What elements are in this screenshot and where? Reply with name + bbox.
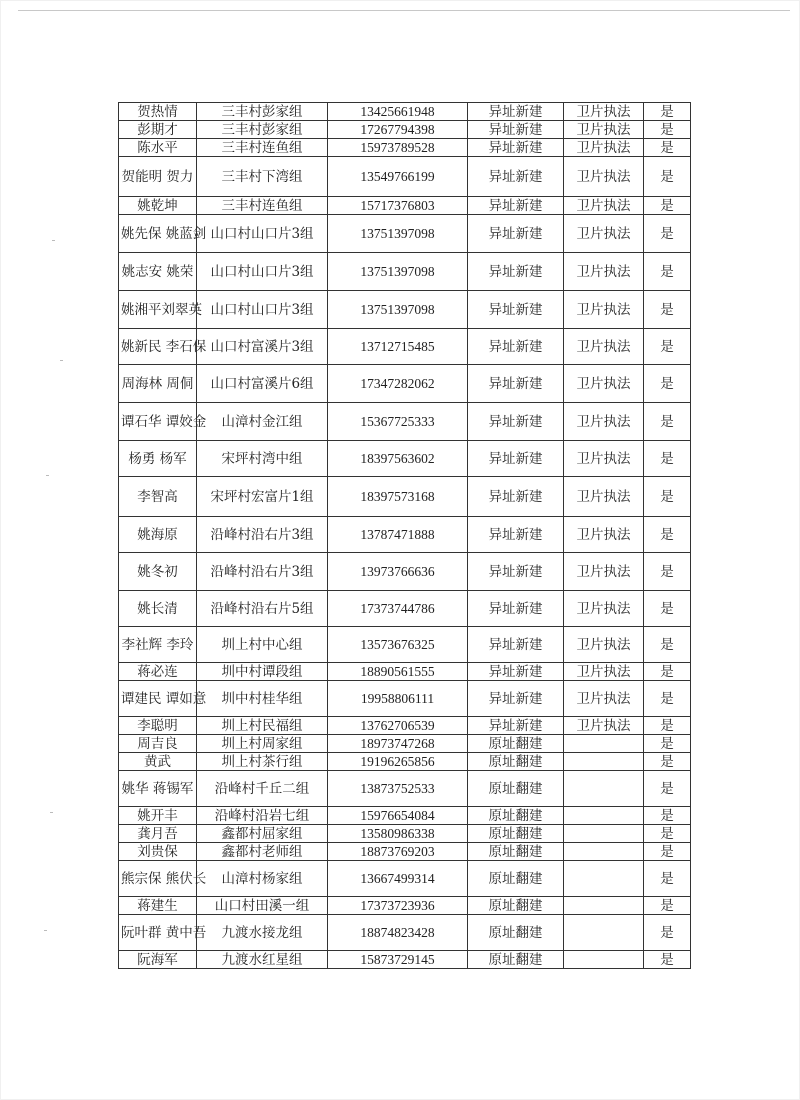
location-cell: 宋坪村宏富片1组 bbox=[197, 477, 328, 517]
table-body bbox=[119, 103, 691, 969]
table-row bbox=[119, 771, 691, 807]
table-row bbox=[119, 861, 691, 897]
location-cell: 圳中村谭段组 bbox=[197, 663, 328, 681]
location-cell: 山口村山口片3组 bbox=[197, 215, 328, 253]
phone-cell: 17347282062 bbox=[328, 365, 468, 403]
table-row bbox=[119, 403, 691, 441]
build-type-cell: 异址新建 bbox=[468, 291, 564, 329]
enforcement-cell: 卫片执法 bbox=[564, 553, 644, 591]
confirmed-cell: 是 bbox=[644, 717, 691, 735]
phone-cell: 18873769203 bbox=[328, 843, 468, 861]
enforcement-cell bbox=[564, 861, 644, 897]
enforcement-cell bbox=[564, 753, 644, 771]
location-cell: 沿峰村千丘二组 bbox=[197, 771, 328, 807]
name-cell: 周吉良 bbox=[119, 735, 197, 753]
confirmed-cell: 是 bbox=[644, 253, 691, 291]
phone-cell: 18973747268 bbox=[328, 735, 468, 753]
scan-speck bbox=[50, 812, 53, 813]
phone-cell: 19196265856 bbox=[328, 753, 468, 771]
build-type-cell: 异址新建 bbox=[468, 103, 564, 121]
enforcement-cell: 卫片执法 bbox=[564, 591, 644, 627]
confirmed-cell: 是 bbox=[644, 517, 691, 553]
enforcement-cell: 卫片执法 bbox=[564, 215, 644, 253]
table-row bbox=[119, 121, 691, 139]
location-cell: 鑫都村屈家组 bbox=[197, 825, 328, 843]
location-cell: 圳上村周家组 bbox=[197, 735, 328, 753]
location-cell: 三丰村彭家组 bbox=[197, 103, 328, 121]
phone-cell: 13873752533 bbox=[328, 771, 468, 807]
name-cell: 龚月吾 bbox=[119, 825, 197, 843]
location-cell: 三丰村连鱼组 bbox=[197, 139, 328, 157]
build-type-cell: 异址新建 bbox=[468, 253, 564, 291]
table-row bbox=[119, 517, 691, 553]
name-cell: 李智高 bbox=[119, 477, 197, 517]
confirmed-cell: 是 bbox=[644, 951, 691, 969]
table-row bbox=[119, 139, 691, 157]
name-cell: 姚海原 bbox=[119, 517, 197, 553]
location-cell: 山口村富溪片3组 bbox=[197, 329, 328, 365]
name-cell: 熊宗保 熊伏长 bbox=[119, 861, 197, 897]
name-cell: 李聪明 bbox=[119, 717, 197, 735]
enforcement-cell bbox=[564, 951, 644, 969]
scan-speck bbox=[46, 475, 49, 476]
location-cell: 山漳村杨家组 bbox=[197, 861, 328, 897]
enforcement-cell bbox=[564, 897, 644, 915]
location-cell: 山口村田溪一组 bbox=[197, 897, 328, 915]
enforcement-cell: 卫片执法 bbox=[564, 403, 644, 441]
enforcement-cell bbox=[564, 843, 644, 861]
name-cell: 谭建民 谭如意 bbox=[119, 681, 197, 717]
name-cell: 李社辉 李玲 bbox=[119, 627, 197, 663]
table-row bbox=[119, 591, 691, 627]
confirmed-cell: 是 bbox=[644, 197, 691, 215]
build-type-cell: 原址翻建 bbox=[468, 735, 564, 753]
build-type-cell: 异址新建 bbox=[468, 197, 564, 215]
confirmed-cell: 是 bbox=[644, 477, 691, 517]
table-row bbox=[119, 553, 691, 591]
build-type-cell: 原址翻建 bbox=[468, 843, 564, 861]
location-cell: 九渡水接龙组 bbox=[197, 915, 328, 951]
phone-cell: 18397563602 bbox=[328, 441, 468, 477]
phone-cell: 17267794398 bbox=[328, 121, 468, 139]
enforcement-cell: 卫片执法 bbox=[564, 103, 644, 121]
build-type-cell: 异址新建 bbox=[468, 717, 564, 735]
scan-speck bbox=[44, 930, 47, 931]
build-type-cell: 原址翻建 bbox=[468, 897, 564, 915]
build-type-cell: 异址新建 bbox=[468, 517, 564, 553]
build-type-cell: 异址新建 bbox=[468, 215, 564, 253]
location-cell: 圳上村茶行组 bbox=[197, 753, 328, 771]
name-cell: 杨勇 杨军 bbox=[119, 441, 197, 477]
enforcement-cell: 卫片执法 bbox=[564, 139, 644, 157]
phone-cell: 18890561555 bbox=[328, 663, 468, 681]
confirmed-cell: 是 bbox=[644, 825, 691, 843]
phone-cell: 13751397098 bbox=[328, 253, 468, 291]
table-row bbox=[119, 441, 691, 477]
build-type-cell: 原址翻建 bbox=[468, 915, 564, 951]
table-row bbox=[119, 753, 691, 771]
enforcement-cell: 卫片执法 bbox=[564, 477, 644, 517]
table-row bbox=[119, 157, 691, 197]
scan-speck bbox=[52, 240, 55, 241]
table-row bbox=[119, 253, 691, 291]
enforcement-cell: 卫片执法 bbox=[564, 157, 644, 197]
build-type-cell: 原址翻建 bbox=[468, 825, 564, 843]
phone-cell: 15873729145 bbox=[328, 951, 468, 969]
enforcement-cell: 卫片执法 bbox=[564, 517, 644, 553]
location-cell: 山口村山口片3组 bbox=[197, 291, 328, 329]
build-type-cell: 异址新建 bbox=[468, 681, 564, 717]
phone-cell: 13751397098 bbox=[328, 291, 468, 329]
enforcement-cell bbox=[564, 771, 644, 807]
table-row bbox=[119, 215, 691, 253]
enforcement-cell: 卫片执法 bbox=[564, 627, 644, 663]
name-cell: 姚湘平刘翠英 bbox=[119, 291, 197, 329]
phone-cell: 13787471888 bbox=[328, 517, 468, 553]
table-row bbox=[119, 843, 691, 861]
enforcement-cell: 卫片执法 bbox=[564, 681, 644, 717]
phone-cell: 18397573168 bbox=[328, 477, 468, 517]
build-type-cell: 异址新建 bbox=[468, 441, 564, 477]
table-row bbox=[119, 627, 691, 663]
location-cell: 鑫都村老师组 bbox=[197, 843, 328, 861]
location-cell: 山口村山口片3组 bbox=[197, 253, 328, 291]
table-row bbox=[119, 951, 691, 969]
location-cell: 宋坪村湾中组 bbox=[197, 441, 328, 477]
location-cell: 三丰村下湾组 bbox=[197, 157, 328, 197]
name-cell: 陈水平 bbox=[119, 139, 197, 157]
enforcement-cell bbox=[564, 735, 644, 753]
enforcement-cell: 卫片执法 bbox=[564, 197, 644, 215]
phone-cell: 13425661948 bbox=[328, 103, 468, 121]
phone-cell: 13751397098 bbox=[328, 215, 468, 253]
location-cell: 圳中村桂华组 bbox=[197, 681, 328, 717]
build-type-cell: 异址新建 bbox=[468, 663, 564, 681]
location-cell: 三丰村连鱼组 bbox=[197, 197, 328, 215]
confirmed-cell: 是 bbox=[644, 591, 691, 627]
table-row bbox=[119, 915, 691, 951]
name-cell: 姚乾坤 bbox=[119, 197, 197, 215]
confirmed-cell: 是 bbox=[644, 897, 691, 915]
confirmed-cell: 是 bbox=[644, 553, 691, 591]
name-cell: 刘贵保 bbox=[119, 843, 197, 861]
build-type-cell: 原址翻建 bbox=[468, 951, 564, 969]
name-cell: 谭石华 谭姣金 bbox=[119, 403, 197, 441]
enforcement-cell: 卫片执法 bbox=[564, 121, 644, 139]
name-cell: 姚新民 李石保 bbox=[119, 329, 197, 365]
name-cell: 姚长清 bbox=[119, 591, 197, 627]
name-cell: 蒋建生 bbox=[119, 897, 197, 915]
table-row bbox=[119, 717, 691, 735]
name-cell: 蒋必连 bbox=[119, 663, 197, 681]
scan-top-line bbox=[18, 10, 790, 11]
confirmed-cell: 是 bbox=[644, 139, 691, 157]
confirmed-cell: 是 bbox=[644, 103, 691, 121]
build-type-cell: 异址新建 bbox=[468, 553, 564, 591]
confirmed-cell: 是 bbox=[644, 441, 691, 477]
table-row bbox=[119, 477, 691, 517]
location-cell: 山口村富溪片6组 bbox=[197, 365, 328, 403]
phone-cell: 13580986338 bbox=[328, 825, 468, 843]
build-type-cell: 异址新建 bbox=[468, 157, 564, 197]
confirmed-cell: 是 bbox=[644, 663, 691, 681]
build-type-cell: 异址新建 bbox=[468, 403, 564, 441]
confirmed-cell: 是 bbox=[644, 215, 691, 253]
enforcement-cell bbox=[564, 825, 644, 843]
confirmed-cell: 是 bbox=[644, 291, 691, 329]
table-row bbox=[119, 897, 691, 915]
phone-cell: 13712715485 bbox=[328, 329, 468, 365]
enforcement-cell: 卫片执法 bbox=[564, 663, 644, 681]
phone-cell: 15973789528 bbox=[328, 139, 468, 157]
location-cell: 圳上村中心组 bbox=[197, 627, 328, 663]
phone-cell: 13973766636 bbox=[328, 553, 468, 591]
build-type-cell: 异址新建 bbox=[468, 139, 564, 157]
confirmed-cell: 是 bbox=[644, 843, 691, 861]
confirmed-cell: 是 bbox=[644, 681, 691, 717]
table-row bbox=[119, 825, 691, 843]
phone-cell: 13762706539 bbox=[328, 717, 468, 735]
phone-cell: 15976654084 bbox=[328, 807, 468, 825]
location-cell: 圳上村民福组 bbox=[197, 717, 328, 735]
phone-cell: 19958806111 bbox=[328, 681, 468, 717]
confirmed-cell: 是 bbox=[644, 771, 691, 807]
build-type-cell: 异址新建 bbox=[468, 627, 564, 663]
name-cell: 阮海军 bbox=[119, 951, 197, 969]
build-type-cell: 异址新建 bbox=[468, 121, 564, 139]
name-cell: 姚志安 姚荣 bbox=[119, 253, 197, 291]
phone-cell: 15717376803 bbox=[328, 197, 468, 215]
enforcement-cell: 卫片执法 bbox=[564, 717, 644, 735]
confirmed-cell: 是 bbox=[644, 627, 691, 663]
build-type-cell: 异址新建 bbox=[468, 477, 564, 517]
location-cell: 沿峰村沿右片3组 bbox=[197, 517, 328, 553]
enforcement-cell: 卫片执法 bbox=[564, 365, 644, 403]
enforcement-cell bbox=[564, 915, 644, 951]
table-row bbox=[119, 197, 691, 215]
name-cell: 周海林 周侗 bbox=[119, 365, 197, 403]
name-cell: 姚冬初 bbox=[119, 553, 197, 591]
enforcement-cell: 卫片执法 bbox=[564, 253, 644, 291]
location-cell: 沿峰村沿岩七组 bbox=[197, 807, 328, 825]
location-cell: 沿峰村沿右片5组 bbox=[197, 591, 328, 627]
enforcement-cell: 卫片执法 bbox=[564, 441, 644, 477]
phone-cell: 13573676325 bbox=[328, 627, 468, 663]
confirmed-cell: 是 bbox=[644, 121, 691, 139]
table-row bbox=[119, 735, 691, 753]
confirmed-cell: 是 bbox=[644, 365, 691, 403]
confirmed-cell: 是 bbox=[644, 861, 691, 897]
confirmed-cell: 是 bbox=[644, 915, 691, 951]
name-cell: 贺能明 贺力 bbox=[119, 157, 197, 197]
name-cell: 姚华 蒋锡军 bbox=[119, 771, 197, 807]
table-row bbox=[119, 103, 691, 121]
phone-cell: 18874823428 bbox=[328, 915, 468, 951]
housing-registry-table bbox=[118, 102, 691, 969]
name-cell: 彭期才 bbox=[119, 121, 197, 139]
location-cell: 九渡水红星组 bbox=[197, 951, 328, 969]
phone-cell: 13549766199 bbox=[328, 157, 468, 197]
name-cell: 阮叶群 黄中吾 bbox=[119, 915, 197, 951]
location-cell: 沿峰村沿右片3组 bbox=[197, 553, 328, 591]
name-cell: 姚先保 姚蓝剑 bbox=[119, 215, 197, 253]
confirmed-cell: 是 bbox=[644, 807, 691, 825]
name-cell: 黄武 bbox=[119, 753, 197, 771]
name-cell: 贺热情 bbox=[119, 103, 197, 121]
scan-speck bbox=[60, 360, 63, 361]
table-row bbox=[119, 663, 691, 681]
build-type-cell: 异址新建 bbox=[468, 591, 564, 627]
phone-cell: 17373744786 bbox=[328, 591, 468, 627]
confirmed-cell: 是 bbox=[644, 403, 691, 441]
enforcement-cell bbox=[564, 807, 644, 825]
build-type-cell: 原址翻建 bbox=[468, 753, 564, 771]
confirmed-cell: 是 bbox=[644, 753, 691, 771]
phone-cell: 15367725333 bbox=[328, 403, 468, 441]
table-row bbox=[119, 807, 691, 825]
build-type-cell: 原址翻建 bbox=[468, 807, 564, 825]
location-cell: 山漳村金江组 bbox=[197, 403, 328, 441]
table-row bbox=[119, 681, 691, 717]
name-cell: 姚开丰 bbox=[119, 807, 197, 825]
build-type-cell: 异址新建 bbox=[468, 365, 564, 403]
enforcement-cell: 卫片执法 bbox=[564, 329, 644, 365]
confirmed-cell: 是 bbox=[644, 157, 691, 197]
build-type-cell: 原址翻建 bbox=[468, 861, 564, 897]
table-row bbox=[119, 365, 691, 403]
table-row bbox=[119, 329, 691, 365]
build-type-cell: 异址新建 bbox=[468, 329, 564, 365]
phone-cell: 17373723936 bbox=[328, 897, 468, 915]
phone-cell: 13667499314 bbox=[328, 861, 468, 897]
location-cell: 三丰村彭家组 bbox=[197, 121, 328, 139]
table-row bbox=[119, 291, 691, 329]
enforcement-cell: 卫片执法 bbox=[564, 291, 644, 329]
confirmed-cell: 是 bbox=[644, 329, 691, 365]
confirmed-cell: 是 bbox=[644, 735, 691, 753]
build-type-cell: 原址翻建 bbox=[468, 771, 564, 807]
